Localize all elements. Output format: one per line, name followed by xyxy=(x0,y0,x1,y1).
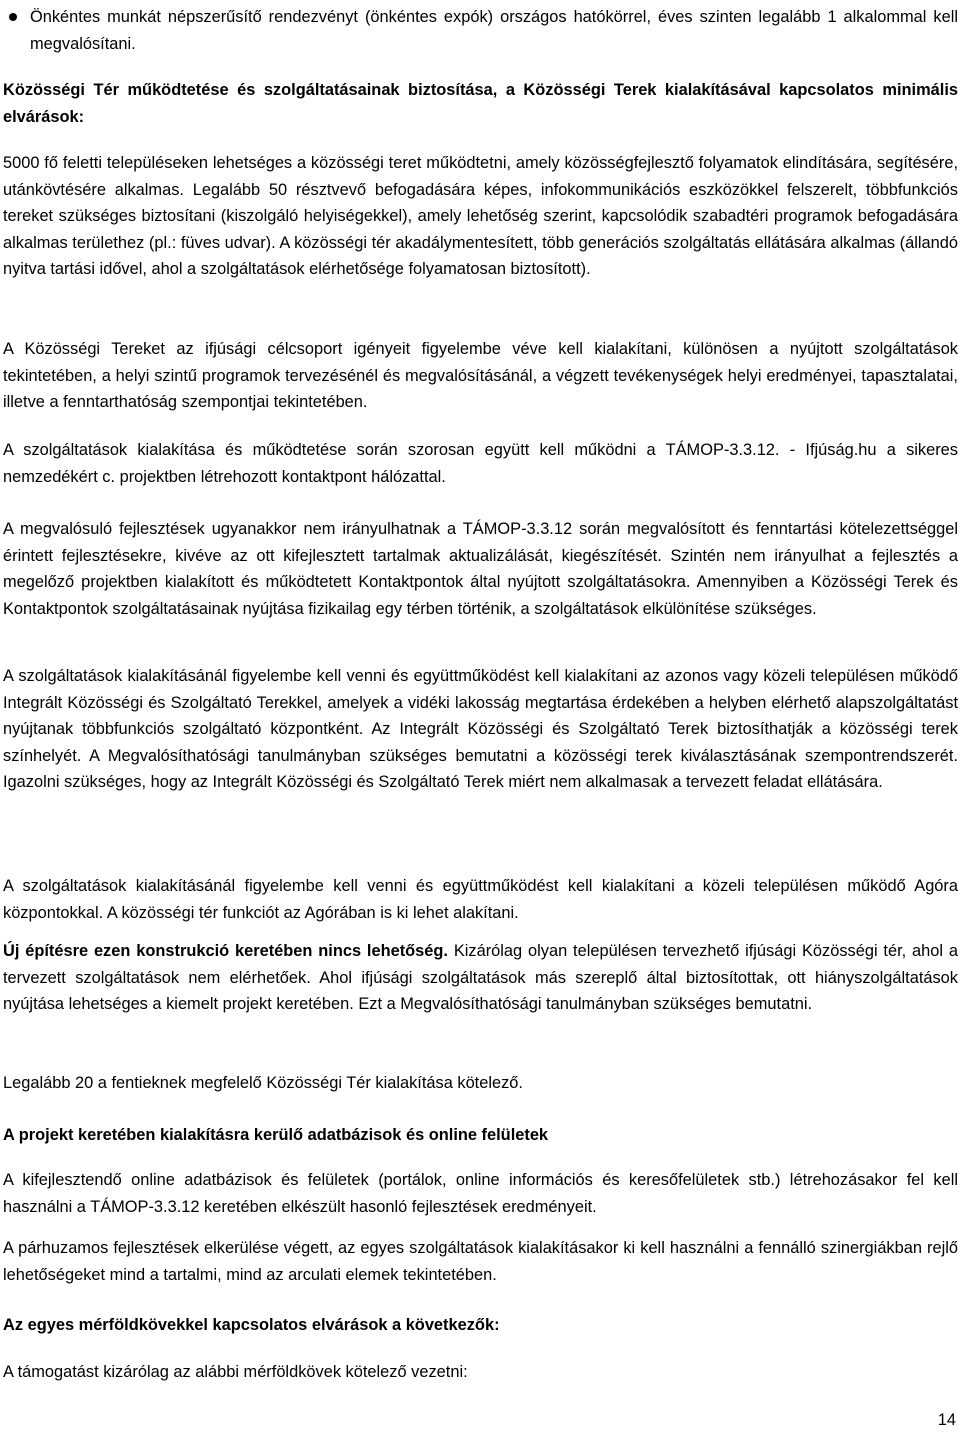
paragraph-synergies: A párhuzamos fejlesztések elkerülése végett, az egyes szolgáltatások kialakításakor ki kell használni a fennálló szinergiákban rejlő lehetőségeket mind a tartalmi, mind az arculati elemek tekintetében. xyxy=(3,1239,958,1284)
page-number: 14 xyxy=(937,1411,956,1429)
paragraph-settlement-requirements: 5000 fő feletti településeken lehetséges a közösségi teret működtetni, amely közösségfejlesztő folyamatok elindítására, segítésére, utánkövtésére alkalmas. Legalább 50 résztvevő befogadására képes, infokommunikációs eszközökkel felszerelt, többfunkciós tereket szükséges biztosítani (kiszolgáló helyiségekkel), amely lehetőség szerint, kapcsolódik szabadtéri programok befogadására alkalmas területhez (pl.: füves udvar). A közösségi tér akadálymentesített, több generációs szolgáltatás ellátására alkalmas (állandó nyitva tartási idővel, ahol a szolgáltatások elérhetősége folyamatosan biztosított). xyxy=(3,154,958,279)
paragraph-integrated-spaces: A szolgáltatások kialakításánál figyelembe kell venni és együttműködést kell kialakítani az azonos vagy közeli településen működő Integrált Közösségi és Szolgáltató Terekkel, amelyek a vidéki lakosság megtartása érdekében a helyben elérhető alapszolgáltatást nyújtanak többfunkciós szolgáltató központként. Az Integrált Közösségi és Szolgáltató Terek biztosíthatják a közösségi terek színhelyét. A Megvalósíthatósági tanulmányban szükséges bemutatni a közösségi terek kiválasztásának szempontrendszerét. Igazolni szükséges, hogy az Integrált Közösségi és Szolgáltató Terek miért nem alkalmasak a tervezett feladat ellátására. xyxy=(3,667,958,792)
section-heading-databases: A projekt keretében kialakításra kerülő adatbázisok és online felületek xyxy=(3,1126,549,1144)
paragraph-youth-target-group: A Közösségi Tereket az ifjúsági célcsoport igényeit figyelembe véve kell kialakítani, különösen a nyújtott szolgáltatások tekintetében, a helyi szintű programok tervezésénél és megvalósításánál, a végzett tevékenységek helyi eredményei, tapasztalatai, illetve a fenntarthatóság szempontjai tekintetében. xyxy=(3,340,958,412)
paragraph-development-restrictions: A megvalósuló fejlesztések ugyanakkor nem irányulhatnak a TÁMOP-3.3.12 során megvalósított és fenntartási kötelezettséggel érintett fejlesztésekre, kivéve az ott kifejlesztett tartalmak aktualizálását, kiegészítését. Szintén nem irányulhat a fejlesztés a megelőző projektben kialakított és működtetett Kontaktpontok által nyújtott szolgáltatásokra. Amennyiben a Közösségi Terek és Kontaktpontok szolgáltatásainak nyújtása fizikailag egy térben történik, a szolgáltatások elkülönítése szükséges. xyxy=(3,520,958,618)
new-construction-notice: Új építésre ezen konstrukció keretében nincs lehetőség. xyxy=(3,942,448,960)
paragraph-milestones-intro: A támogatást kizárólag az alábbi mérföldkövek kötelező vezetni: xyxy=(3,1363,468,1381)
paragraph-minimum-spaces: Legalább 20 a fentieknek megfelelő Közösségi Tér kialakítása kötelező. xyxy=(3,1074,523,1092)
section-heading-community-space: Közösségi Tér működtetése és szolgáltatásainak biztosítása, a Közösségi Terek kialakításával kapcsolatos minimális elvárások: xyxy=(3,81,958,126)
bullet-dot-icon xyxy=(9,13,17,21)
paragraph-new-construction xyxy=(3,938,958,1018)
section-heading-milestones: Az egyes mérföldkövekkel kapcsolatos elvárások a következők: xyxy=(3,1316,500,1334)
bullet-item xyxy=(3,4,958,57)
paragraph-agora-centers: A szolgáltatások kialakításánál figyelembe kell venni és együttműködést kell kialakítani a közeli településen működő Agóra központokkal. A közösségi tér funkciót az Agórában is ki lehet alakítani. xyxy=(3,877,958,922)
bullet-item-text: Önkéntes munkát népszerűsítő rendezvényt (önkéntes expók) országos hatókörrel, éves szinten legalább 1 alkalommal kell megvalósítani. xyxy=(30,8,958,53)
new-construction-details: Kizárólag olyan településen tervezhető ifjúsági Közösségi tér, ahol a tervezett szolgáltatások nem elérhetőek. Ahol ifjúsági szolgáltatások más szereplő által biztosítottak, ott hiányszolgáltatások nyújtása lehetséges a kiemelt projekt keretében. Ezt a Megvalósíthatósági tanulmányban szükséges bemutatni. xyxy=(3,942,959,1014)
paragraph-contact-point-network: A szolgáltatások kialakítása és működtetése során szorosan együtt kell működni a TÁMOP-3.3.12. - Ifjúság.hu a sikeres nemzedékért c. projektben létrehozott kontaktpont hálózattal. xyxy=(3,441,958,486)
paragraph-online-databases: A kifejlesztendő online adatbázisok és felületek (portálok, online információs és keresőfelületek stb.) létrehozásakor fel kell használni a TÁMOP-3.3.12 keretében elkészült hasonló fejlesztések eredményeit. xyxy=(3,1171,958,1216)
